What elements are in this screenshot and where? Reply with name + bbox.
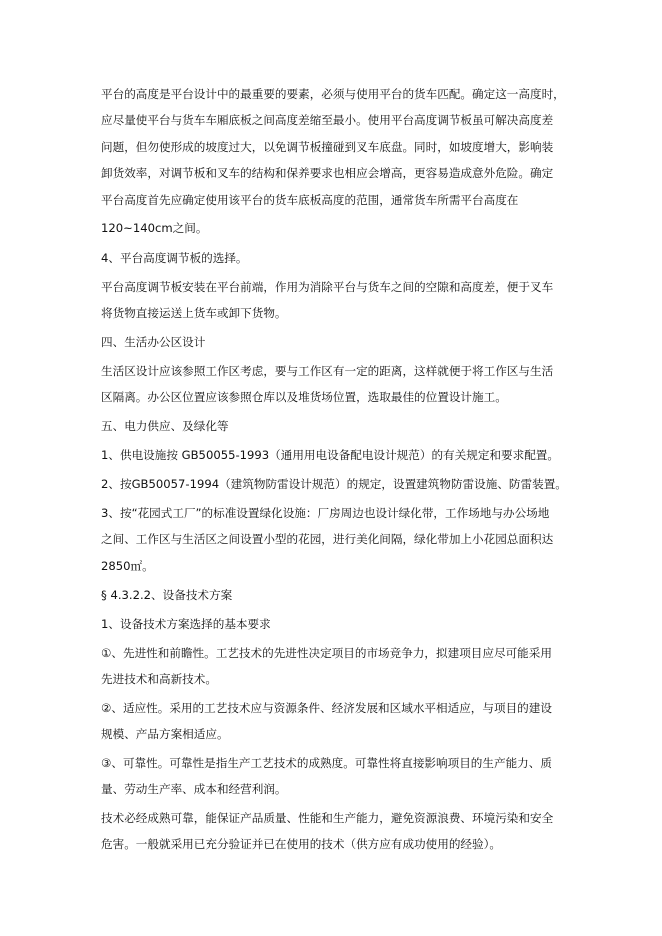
text-line: 危害。一般就采用已充分验证并已在使用的技术（供方应有成功使用的经验）。 <box>101 837 501 851</box>
text-line: 先进技术和高新技术。 <box>101 672 217 686</box>
text-line: ①、先进性和前瞻性。工艺技术的先进性决定项目的市场竞争力，拟建项目应尽可能采用 <box>101 646 552 660</box>
text-line: ②、适应性。采用的工艺技术应与资源条件、经济发展和区域水平相适应，与项目的建设 <box>101 701 552 715</box>
text-line: 之间、工作区与生活区之间设置小型的花园，进行美化间隔，绿化带加上小花园总面积达 <box>101 532 554 546</box>
text-line: 区隔离。办公区位置应该参照仓库以及堆货场位置，选取最佳的位置设计施工。 <box>101 390 507 404</box>
text-line: 将货物直接运送上货车或卸下货物。 <box>101 306 287 320</box>
text-line: 平台高度调节板安装在平台前端，作用为消除平台与货车之间的空隙和高度差，便于叉车 <box>101 280 554 294</box>
text-line: 平台的高度是平台设计中的最重要的要素，必须与使用平台的货车匹配。确定这一高度时， <box>101 87 565 101</box>
text-line: 3、按“花园式工厂”的标准设置绿化设施：厂房周边也设计绿化带，工作场地与办公场地 <box>101 506 550 520</box>
text-line: 问题，但勿使形成的坡度过大，以免调节板撞碰到叉车底盘。同时，如坡度增大，影响装 <box>101 140 554 154</box>
text-line: ③、可靠性。可靠性是指生产工艺技术的成熟度。可靠性将直接影响项目的生产能力、质 <box>101 756 552 770</box>
text-line: 规模、产品方案相适应。 <box>101 727 229 741</box>
text-line: 2、按GB50057-1994（建筑物防雷设计规范）的规定，设置建筑物防雷设施、防雷装置。 <box>101 477 567 491</box>
text-line: 2850㎡。 <box>101 559 154 573</box>
section-heading: 四、生活办公区设计 <box>101 335 206 349</box>
section-heading: 1、设备技术方案选择的基本要求 <box>101 617 271 631</box>
text-line: 120~140cm之间。 <box>101 221 208 235</box>
section-heading: 五、电力供应、及绿化等 <box>101 419 229 433</box>
text-line: 生活区设计应该参照工作区考虑，要与工作区有一定的距离，这样就便于将工作区与生活 <box>101 364 554 378</box>
text-line: 应尽量使平台与货车车厢底板之间高度差缩至最小。使用平台高度调节板虽可解决高度差 <box>101 113 554 127</box>
section-heading: § 4.3.2.2、设备技术方案 <box>101 588 233 602</box>
section-heading: 4、平台高度调节板的选择。 <box>101 251 248 265</box>
text-line: 量、劳动生产率、成本和经营利润。 <box>101 782 287 796</box>
text-line: 卸货效率，对调节板和叉车的结构和保养要求也相应会增高，更容易造成意外危险。确定 <box>101 166 554 180</box>
text-line: 技术必经成熟可靠，能保证产品质量、性能和生产能力，避免资源浪费、环境污染和安全 <box>101 811 554 825</box>
text-line: 平台高度首先应确定使用该平台的货车底板高度的范围，通常货车所需平台高度在 <box>101 193 519 207</box>
text-line: 1、供电设施按 GB50055-1993（通用用电设备配电设计规范）的有关规定和要求配置。 <box>101 448 559 462</box>
